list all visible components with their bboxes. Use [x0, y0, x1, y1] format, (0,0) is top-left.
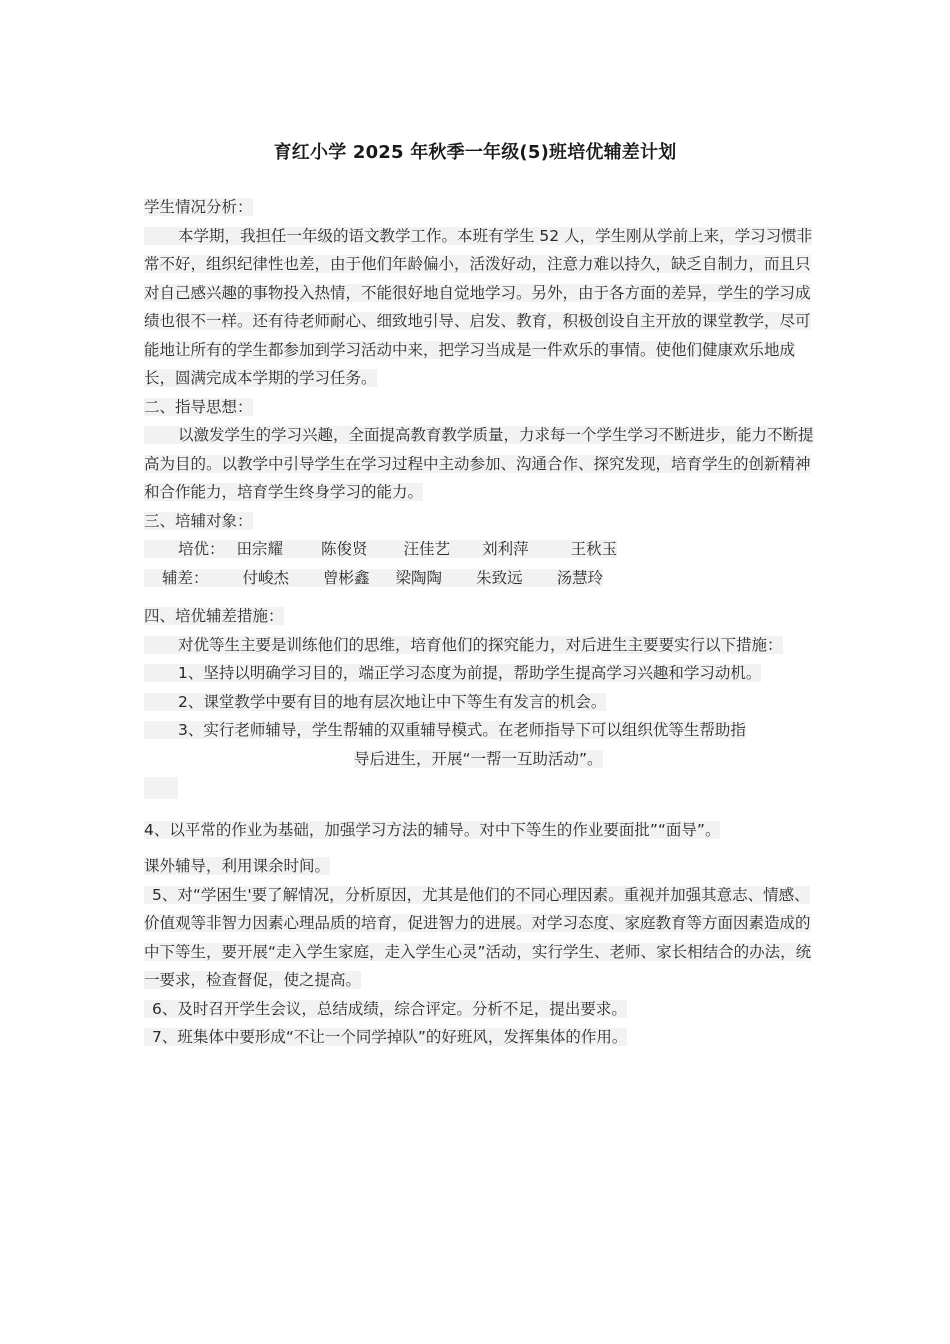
- excellent-label: 培优：: [178, 540, 225, 558]
- remedial-name: 曾彬鑫: [323, 568, 370, 587]
- remedial-label: 辅差：: [162, 568, 209, 587]
- measure-4: 4、以平常的作业为基础，加强学习方法的辅导。对中下等生的作业要面批”“面导”。: [144, 820, 721, 839]
- measure-4-continued: 课外辅导，利用课余时间。: [144, 857, 331, 875]
- measures-intro: 对优等生主要是训练他们的思维，培育他们的探究能力，对后进生主要要实行以下措施：: [144, 631, 816, 660]
- excellent-name: 汪佳艺: [403, 540, 451, 558]
- measures-heading: 四、培优辅差措施：: [144, 607, 284, 625]
- remedial-name: 汤慧玲: [556, 568, 604, 587]
- excellent-name: 刘利萍: [482, 540, 529, 558]
- excellent-name: 陈俊贤: [321, 540, 368, 558]
- analysis-paragraph: 本学期，我担任一年级的语文教学工作。本班有学生 52 人，学生刚从学前上来，学习习惯非常不好，组织纪律性也差，由于他们年龄偏小，活泼好动，注意力难以持久，缺乏自制力，而且只对自己感兴趣的事物投入热情，不能很好地自觉地学习。另外，由于各方面的差异，学生的学习成绩也很不一样。还有待老师耐心、细致地引导、启发、教育，积极创设自主开放的课堂教学，尽可能地让所有的学生都参加到学习活动中来，把学习当成是一件欢乐的事情。使他们健康欢乐地成长，圆满完成本学期的学习任务。: [144, 226, 813, 387]
- measure-7: 7、班集体中要形成“不让一个同学掉队”的好班风，发挥集体的作用。: [144, 1023, 816, 1052]
- page-title: 育红小学 2025 年秋季一年级(5)班培优辅差计划: [273, 142, 677, 163]
- remedial-name: 梁陶陶: [395, 568, 443, 587]
- blank-line: [144, 773, 816, 802]
- analysis-heading: 学生情况分析：: [144, 198, 253, 216]
- measure-1: 1、坚持以明确学习目的，端正学习态度为前提，帮助学生提高学习兴趣和学习动机。: [144, 659, 816, 688]
- excellent-name: 王秋玉: [570, 540, 618, 558]
- guide-heading: 二、指导思想：: [144, 397, 253, 416]
- remedial-name: 付峻杰: [242, 568, 290, 587]
- excellent-name: 田宗耀: [236, 540, 284, 558]
- guide-paragraph: 以激发学生的学习兴趣，全面提高教育教学质量，力求每一个学生学习不断进步，能力不断提高为目的。以教学中引导学生在学习过程中主动参加、沟通合作、探究发现，培育学生的创新精神和合作能力，培育学生终身学习的能力。: [144, 426, 814, 501]
- measure-6: 6、及时召开学生会议，总结成绩，综合评定。分析不足，提出要求。: [144, 995, 816, 1024]
- excellent-students-row: [144, 535, 816, 564]
- remedial-name: 朱致远: [476, 568, 523, 587]
- document-body: [144, 193, 816, 1052]
- remedial-students-row: [144, 564, 816, 593]
- measure-2: 2、课堂教学中要有目的地有层次地让中下等生有发言的机会。: [144, 688, 816, 717]
- measure-5: 5、对“学困生'要了解情况，分析原因，尤其是他们的不同心理因素。重视并加强其意志、情感、价值观等非智力因素心理品质的培育，促进智力的进展。对学习态度、家庭教育等方面因素造成的中下等生，要开展“走入学生家庭，走入学生心灵”活动，实行学生、老师、家长相结合的办法，统一要求，检查督促，使之提高。: [144, 885, 812, 989]
- targets-heading: 三、培辅对象：: [144, 511, 253, 530]
- measure-3: 3、实行老师辅导，学生帮辅的双重辅导模式。在老师指导下可以组织优等生帮助指导后进生，开展“一帮一互助活动”。: [144, 716, 816, 773]
